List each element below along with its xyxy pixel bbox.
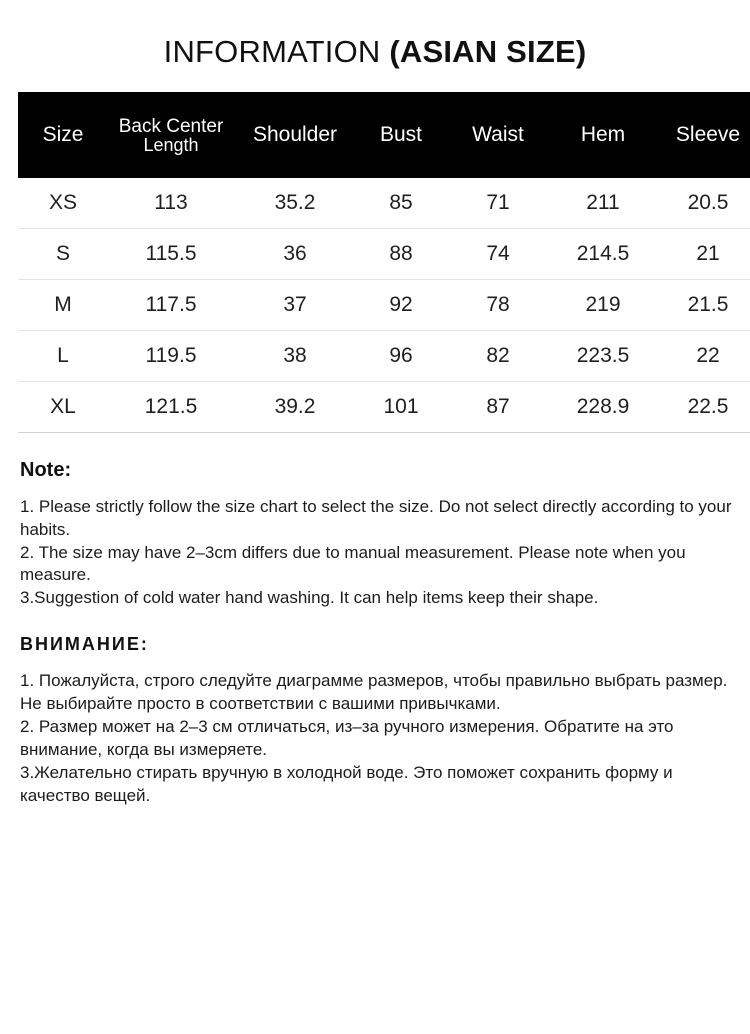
cell-waist: 74	[446, 229, 550, 280]
cell-bust: 96	[356, 331, 446, 382]
header-sleeve: Sleeve	[675, 122, 741, 146]
cell-size: S	[18, 229, 108, 280]
size-information-page	[0, 34, 750, 1034]
cell-size: XL	[18, 382, 108, 433]
page-title	[18, 34, 732, 70]
cell-bust: 85	[356, 178, 446, 229]
size-chart-body	[18, 178, 750, 433]
size-chart-table	[18, 92, 750, 433]
header-hem: Hem	[580, 122, 626, 146]
header-shoulder: Shoulder	[252, 122, 338, 146]
cell-size: L	[18, 331, 108, 382]
header-bust: Bust	[379, 122, 423, 146]
page-title-bold: (ASIAN SIZE)	[389, 34, 587, 69]
cell-waist: 78	[446, 280, 550, 331]
cell-bust: 101	[356, 382, 446, 433]
note-ru-line-2: 2. Размер может на 2–3 см отличаться, из–за ручного измерения. Обратите на это внимание, когда вы измеряете.	[20, 717, 674, 760]
cell-hem: 219	[550, 280, 656, 331]
cell-sleeve: 22	[656, 331, 750, 382]
note-ru-heading: ВНИМАНИЕ:	[20, 633, 149, 654]
cell-sleeve: 21.5	[656, 280, 750, 331]
cell-bust: 92	[356, 280, 446, 331]
cell-hem: 211	[550, 178, 656, 229]
cell-sleeve: 21	[656, 229, 750, 280]
cell-hem: 214.5	[550, 229, 656, 280]
cell-bcl: 117.5	[108, 280, 234, 331]
cell-sleeve: 20.5	[656, 178, 750, 229]
cell-size: XS	[18, 178, 108, 229]
header-back-center-length-line1: Back Center	[118, 115, 224, 137]
header-waist: Waist	[472, 122, 524, 146]
size-chart-head	[18, 92, 750, 178]
cell-waist: 87	[446, 382, 550, 433]
header-size: Size	[42, 122, 84, 146]
cell-shoulder: 38	[234, 331, 356, 382]
cell-bust: 88	[356, 229, 446, 280]
cell-shoulder: 39.2	[234, 382, 356, 433]
note-ru-line-1: 1. Пожалуйста, строго следуйте диаграмме размеров, чтобы правильно выбрать размер. Не выбирайте просто в соответствии с вашими привычками.	[20, 670, 728, 713]
note-body	[20, 496, 732, 610]
cell-bcl: 115.5	[108, 229, 234, 280]
cell-waist: 71	[446, 178, 550, 229]
cell-shoulder: 36	[234, 229, 356, 280]
note-line-2: 2. The size may have 2–3cm differs due to manual measurement. Please note when you measure.	[20, 542, 686, 585]
header-back-center-length	[108, 92, 234, 178]
note-ru-line-3: 3.Желательно стирать вручную в холодной воде. Это поможет сохранить форму и качество вещей.	[20, 763, 673, 806]
cell-shoulder: 35.2	[234, 178, 356, 229]
table-row	[18, 229, 750, 280]
cell-bcl: 121.5	[108, 382, 234, 433]
cell-waist: 82	[446, 331, 550, 382]
cell-size: M	[18, 280, 108, 331]
note-heading: Note:	[20, 459, 72, 481]
cell-bcl: 113	[108, 178, 234, 229]
cell-shoulder: 37	[234, 280, 356, 331]
cell-sleeve: 22.5	[656, 382, 750, 433]
note-line-1: 1. Please strictly follow the size chart to select the size. Do not select directly according to your habits.	[20, 497, 732, 539]
page-title-plain: INFORMATION	[163, 34, 390, 69]
table-header-row	[18, 92, 750, 178]
table-row	[18, 382, 750, 433]
cell-bcl: 119.5	[108, 331, 234, 382]
cell-hem: 223.5	[550, 331, 656, 382]
header-back-center-length-line2: Length	[143, 134, 199, 155]
table-row	[18, 280, 750, 331]
table-row	[18, 331, 750, 382]
cell-hem: 228.9	[550, 382, 656, 433]
note-ru-body	[20, 669, 732, 808]
note-line-3: 3.Suggestion of cold water hand washing. It can help items keep their shape.	[20, 588, 599, 608]
table-row	[18, 178, 750, 229]
